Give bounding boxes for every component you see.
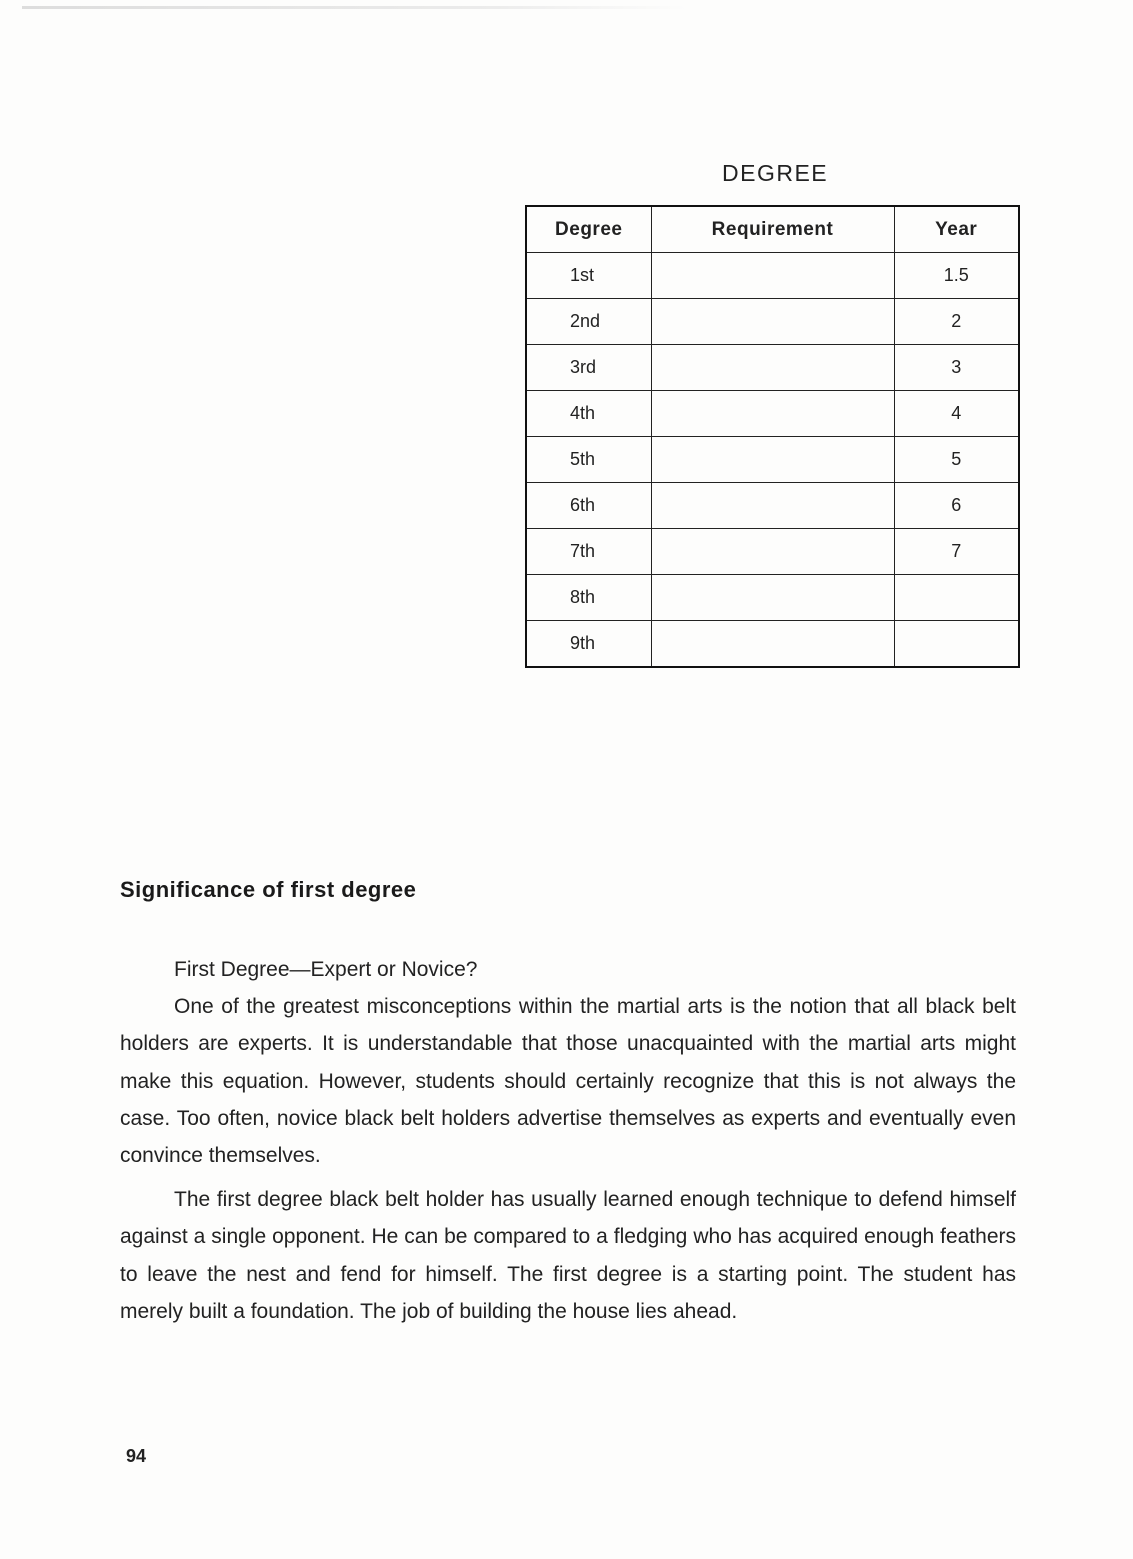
year-cell: 3 bbox=[894, 345, 1019, 391]
requirement-cell bbox=[651, 391, 894, 437]
column-header-requirement: Requirement bbox=[651, 206, 894, 253]
requirement-cell bbox=[651, 345, 894, 391]
table-row bbox=[526, 575, 1019, 621]
year-cell: 5 bbox=[894, 437, 1019, 483]
degree-cell: 8th bbox=[526, 575, 651, 621]
year-cell: 4 bbox=[894, 391, 1019, 437]
degree-cell: 4th bbox=[526, 391, 651, 437]
table-row bbox=[526, 621, 1019, 668]
year-cell bbox=[894, 621, 1019, 668]
degree-cell: 1st bbox=[526, 253, 651, 299]
section-heading: Significance of first degree bbox=[120, 877, 417, 902]
requirement-cell bbox=[651, 299, 894, 345]
table-row bbox=[526, 483, 1019, 529]
degree-cell: 7th bbox=[526, 529, 651, 575]
paragraph: The first degree black belt holder has usually learned enough technique to defend himself against a single opponent. He can be compared to a fledging who has acquired enough feathers to leave the nest and fend for himself. The first degree is a starting point. The student has merely built a foundation. The job of building the house lies ahead. bbox=[120, 1188, 1016, 1323]
column-header-year: Year bbox=[894, 206, 1019, 253]
degree-cell: 9th bbox=[526, 621, 651, 668]
requirement-cell bbox=[651, 437, 894, 483]
table-row bbox=[526, 437, 1019, 483]
year-cell bbox=[894, 575, 1019, 621]
table-title: DEGREE bbox=[722, 160, 829, 186]
scan-edge-artifact bbox=[22, 6, 687, 9]
requirement-cell bbox=[651, 575, 894, 621]
year-cell: 6 bbox=[894, 483, 1019, 529]
table-row bbox=[526, 391, 1019, 437]
requirement-cell bbox=[651, 529, 894, 575]
degree-cell: 6th bbox=[526, 483, 651, 529]
year-cell: 1.5 bbox=[894, 253, 1019, 299]
table-row bbox=[526, 253, 1019, 299]
table-header-row bbox=[526, 206, 1019, 253]
table-row bbox=[526, 299, 1019, 345]
requirement-cell bbox=[651, 483, 894, 529]
degree-cell: 2nd bbox=[526, 299, 651, 345]
requirement-cell bbox=[651, 621, 894, 668]
year-cell: 2 bbox=[894, 299, 1019, 345]
subheading-line: First Degree—Expert or Novice? bbox=[174, 958, 478, 981]
requirement-cell bbox=[651, 253, 894, 299]
table-row bbox=[526, 529, 1019, 575]
table-row bbox=[526, 345, 1019, 391]
column-header-degree: Degree bbox=[526, 206, 651, 253]
degree-table bbox=[525, 205, 1020, 668]
body-text bbox=[120, 951, 1016, 1330]
degree-cell: 3rd bbox=[526, 345, 651, 391]
year-cell: 7 bbox=[894, 529, 1019, 575]
paragraph: One of the greatest misconceptions within the martial arts is the notion that all black belt holders are experts. It is understandable that those unacquainted with the martial arts might make this equation. However, students should certainly recognize that this is not always the case. Too often, novice black belt holders advertise themselves as experts and eventually even convince themselves. bbox=[120, 995, 1016, 1168]
degree-cell: 5th bbox=[526, 437, 651, 483]
page-number: 94 bbox=[126, 1446, 147, 1466]
